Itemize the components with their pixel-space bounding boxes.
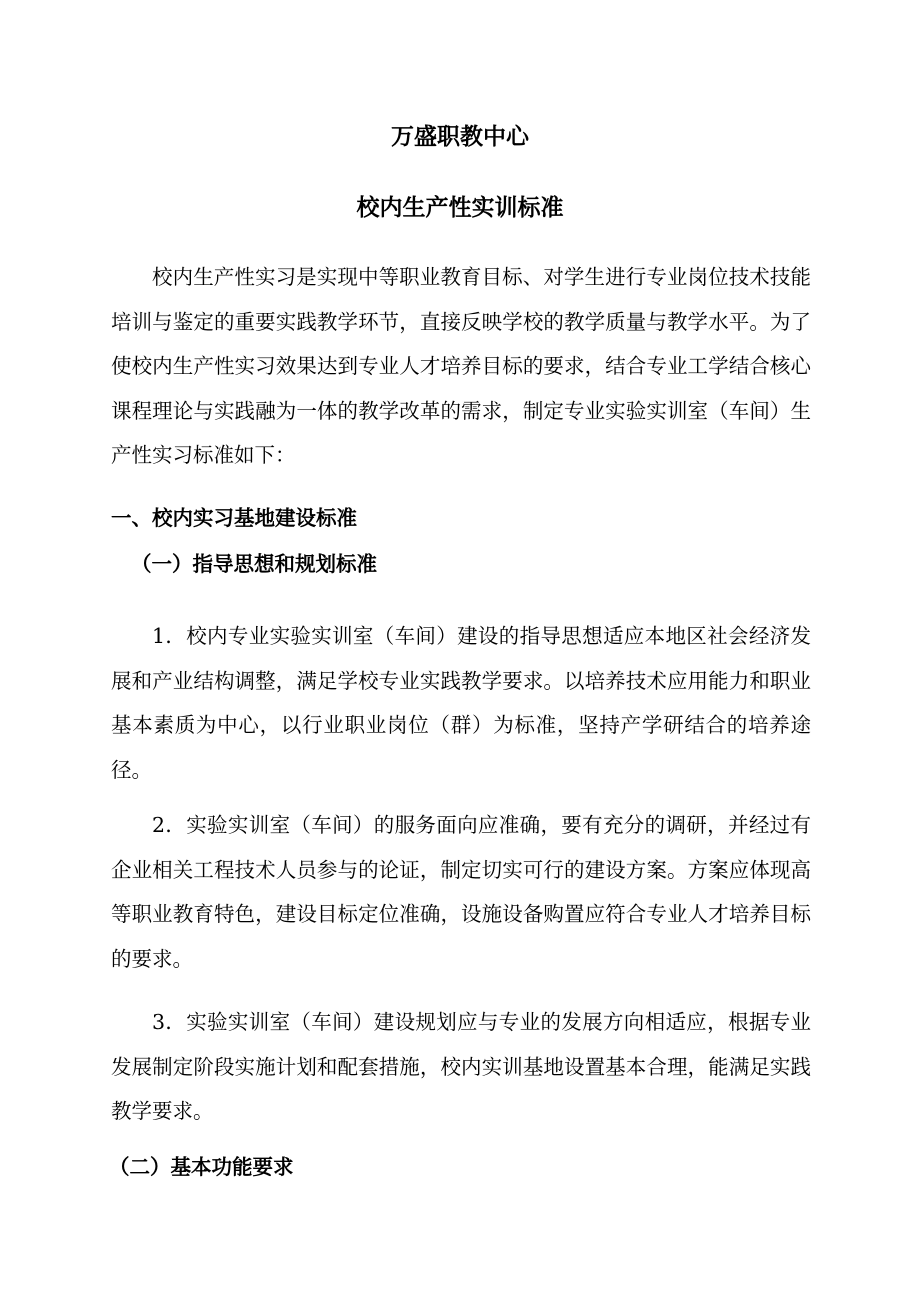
- list-item-2: 2．实验实训室（车间）的服务面向应准确，要有充分的调研，并经过有企业相关工程技术人员参与的论证，制定切实可行的建设方案。方案应体现高等职业教育特色，建设目标定位准确，设施设备购置应符合专业人才培养目标的要求。: [111, 813, 811, 971]
- document-title: 校内生产性实训标准: [356, 194, 564, 221]
- list-item-1: 1．校内专业实验实训室（车间）建设的指导思想适应本地区社会经济发展和产业结构调整，满足学校专业实践教学要求。以培养技术应用能力和职业基本素质为中心，以行业职业岗位（群）为标准，坚持产学研结合的培养途径。: [111, 624, 811, 782]
- organization-title: 万盛职教中心: [391, 123, 529, 150]
- intro-paragraph: 校内生产性实习是实现中等职业教育目标、对学生进行专业岗位技术技能培训与鉴定的重要实践教学环节，直接反映学校的教学质量与教学水平。为了使校内生产性实习效果达到专业人才培养目标的要求，结合专业工学结合核心课程理论与实践融为一体的教学改革的需求，制定专业实验实训室（车间）生产性实习标准如下：: [111, 265, 811, 467]
- list-item-3: 3．实验实训室（车间）建设规划应与专业的发展方向相适应，根据专业发展制定阶段实施计划和配套措施，校内实训基地设置基本合理，能满足实践教学要求。: [111, 1010, 811, 1123]
- subsection-1-heading: （一）指导思想和规划标准: [131, 552, 377, 576]
- section-1-heading: 一、校内实习基地建设标准: [111, 506, 357, 530]
- subsection-2-heading: （二）基本功能要求: [109, 1155, 294, 1179]
